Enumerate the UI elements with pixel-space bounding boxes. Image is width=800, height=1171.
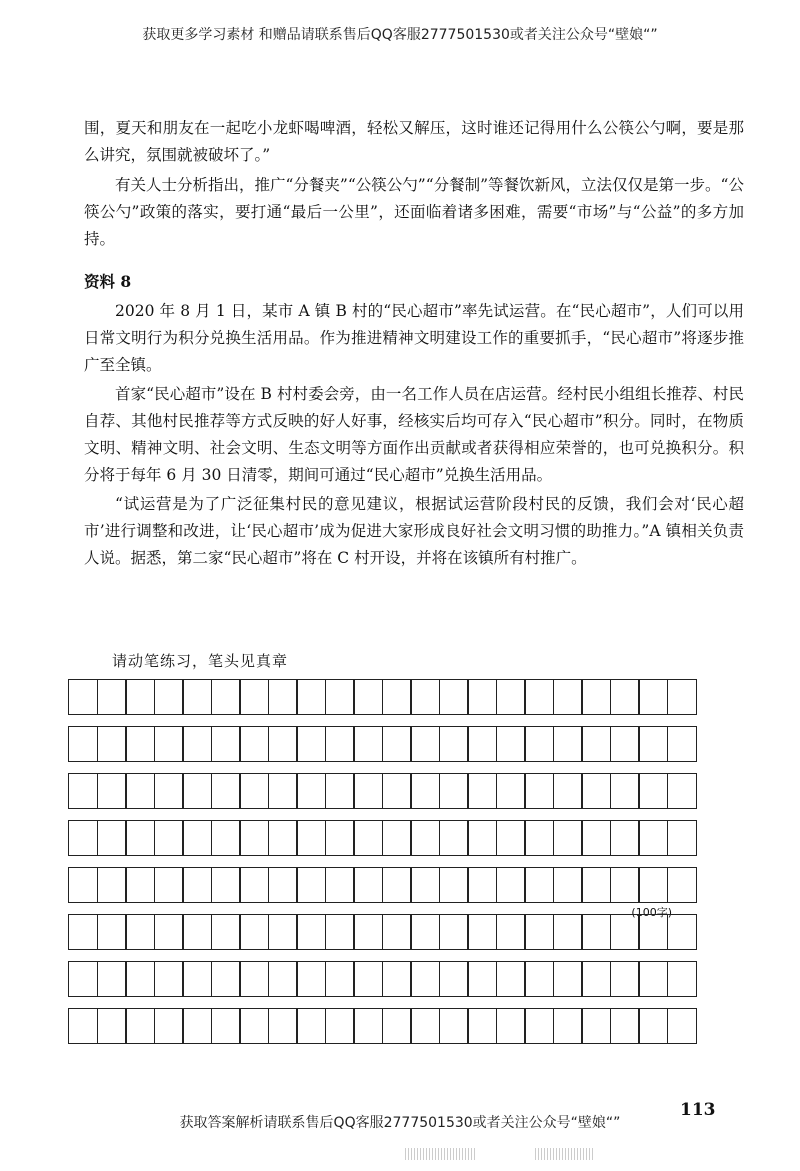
grid-cell[interactable]	[268, 773, 298, 809]
grid-cell[interactable]	[154, 679, 184, 715]
grid-cell[interactable]	[553, 820, 583, 856]
grid-cell[interactable]	[410, 820, 440, 856]
grid-cell[interactable]	[211, 914, 241, 950]
grid-cell[interactable]	[125, 1008, 155, 1044]
grid-cell[interactable]	[68, 726, 98, 762]
grid-cell[interactable]	[211, 773, 241, 809]
grid-cell[interactable]	[154, 867, 184, 903]
grid-cell[interactable]	[410, 867, 440, 903]
grid-cell[interactable]	[353, 773, 383, 809]
grid-cell[interactable]	[239, 679, 269, 715]
grid-cell[interactable]	[325, 961, 355, 997]
grid-cell[interactable]	[239, 961, 269, 997]
grid-cell[interactable]	[68, 961, 98, 997]
grid-cell[interactable]	[467, 726, 497, 762]
grid-cell[interactable]	[125, 773, 155, 809]
grid-cell[interactable]	[524, 867, 554, 903]
grid-cell[interactable]	[125, 726, 155, 762]
grid-cell[interactable]	[667, 773, 697, 809]
grid-cell[interactable]	[382, 820, 412, 856]
grid-cell[interactable]	[268, 820, 298, 856]
grid-cell[interactable]	[154, 961, 184, 997]
grid-cell[interactable]	[97, 961, 127, 997]
grid-cell[interactable]	[638, 867, 668, 903]
grid-cell[interactable]	[125, 914, 155, 950]
grid-cell[interactable]	[211, 961, 241, 997]
grid-cell[interactable]	[325, 820, 355, 856]
grid-cell[interactable]	[467, 1008, 497, 1044]
grid-cell[interactable]	[97, 914, 127, 950]
grid-cell[interactable]	[610, 867, 640, 903]
grid-cell[interactable]	[667, 914, 697, 950]
grid-cell[interactable]	[353, 867, 383, 903]
grid-row-cells	[68, 820, 728, 856]
grid-cell[interactable]	[296, 961, 326, 997]
grid-cell[interactable]	[439, 1008, 469, 1044]
grid-cell[interactable]	[581, 867, 611, 903]
grid-cell[interactable]	[524, 726, 554, 762]
grid-cell[interactable]	[610, 1008, 640, 1044]
grid-cell[interactable]	[268, 914, 298, 950]
grid-cell[interactable]	[97, 679, 127, 715]
grid-cell[interactable]	[353, 914, 383, 950]
grid-cell[interactable]	[268, 867, 298, 903]
grid-row-cells	[68, 679, 728, 715]
grid-cell[interactable]	[439, 679, 469, 715]
grid-cell[interactable]	[667, 820, 697, 856]
grid-cell[interactable]	[610, 914, 640, 950]
grid-cell[interactable]	[667, 726, 697, 762]
grid-cell[interactable]	[524, 914, 554, 950]
practice-label: 请动笔练习，笔头见真章	[112, 652, 289, 670]
grid-cell[interactable]	[353, 679, 383, 715]
grid-cell[interactable]	[97, 820, 127, 856]
grid-row-cells	[68, 867, 728, 903]
grid-cell[interactable]	[439, 820, 469, 856]
grid-cell[interactable]	[581, 914, 611, 950]
grid-cell[interactable]	[211, 820, 241, 856]
grid-cell[interactable]	[97, 726, 127, 762]
grid-cell[interactable]	[467, 961, 497, 997]
grid-cell[interactable]	[325, 726, 355, 762]
grid-cell[interactable]	[182, 773, 212, 809]
grid-cell[interactable]	[325, 679, 355, 715]
grid-cell[interactable]	[638, 726, 668, 762]
grid-cell[interactable]	[268, 726, 298, 762]
grid-row	[68, 820, 728, 867]
grid-cell[interactable]	[68, 1008, 98, 1044]
footer-promo-note: 获取答案解析请联系售后QQ客服2777501530或者关注公众号“壁娘“”	[179, 1115, 621, 1131]
grid-cell[interactable]	[325, 867, 355, 903]
grid-cell[interactable]	[553, 961, 583, 997]
grid-cell[interactable]	[638, 961, 668, 997]
grid-cell[interactable]	[382, 679, 412, 715]
word-count-mark: (100字)	[631, 906, 672, 919]
grid-cell[interactable]	[581, 820, 611, 856]
grid-cell[interactable]	[638, 914, 668, 950]
grid-cell[interactable]	[182, 961, 212, 997]
grid-cell[interactable]	[382, 1008, 412, 1044]
grid-row-cells	[68, 914, 728, 950]
grid-cell[interactable]	[182, 726, 212, 762]
grid-cell[interactable]	[581, 1008, 611, 1044]
grid-cell[interactable]	[325, 914, 355, 950]
grid-row	[68, 773, 728, 820]
grid-cell[interactable]	[296, 679, 326, 715]
grid-cell[interactable]	[382, 773, 412, 809]
grid-cell[interactable]	[496, 820, 526, 856]
grid-cell[interactable]	[68, 820, 98, 856]
grid-cell[interactable]	[496, 914, 526, 950]
grid-cell[interactable]	[68, 914, 98, 950]
grid-cell[interactable]	[410, 773, 440, 809]
grid-cell[interactable]	[638, 1008, 668, 1044]
grid-cell[interactable]	[325, 773, 355, 809]
grid-cell[interactable]	[68, 679, 98, 715]
grid-cell[interactable]	[496, 867, 526, 903]
grid-cell[interactable]	[382, 726, 412, 762]
grid-cell[interactable]	[553, 773, 583, 809]
grid-row-cells	[68, 961, 728, 997]
grid-cell[interactable]	[97, 773, 127, 809]
grid-cell[interactable]	[154, 914, 184, 950]
grid-cell[interactable]	[125, 867, 155, 903]
grid-row-cells	[68, 1008, 728, 1044]
grid-cell[interactable]	[182, 914, 212, 950]
grid-cell[interactable]	[667, 679, 697, 715]
grid-cell[interactable]	[353, 820, 383, 856]
grid-cell[interactable]	[410, 961, 440, 997]
grid-cell[interactable]	[154, 820, 184, 856]
grid-cell[interactable]	[211, 679, 241, 715]
grid-cell[interactable]	[211, 1008, 241, 1044]
grid-cell[interactable]	[553, 867, 583, 903]
grid-cell[interactable]	[239, 773, 269, 809]
grid-cell[interactable]	[524, 773, 554, 809]
grid-row	[68, 726, 728, 773]
grid-row	[68, 867, 728, 919]
article-continued-text	[84, 115, 744, 253]
grid-cell[interactable]	[610, 773, 640, 809]
grid-cell[interactable]	[325, 1008, 355, 1044]
grid-cell[interactable]	[638, 773, 668, 809]
grid-cell[interactable]	[296, 820, 326, 856]
scan-noise-left	[405, 1148, 475, 1160]
grid-cell[interactable]	[353, 1008, 383, 1044]
grid-cell[interactable]	[524, 1008, 554, 1044]
grid-cell[interactable]	[467, 679, 497, 715]
grid-cell[interactable]	[553, 726, 583, 762]
grid-cell[interactable]	[211, 726, 241, 762]
grid-cell[interactable]	[410, 914, 440, 950]
grid-cell[interactable]	[496, 726, 526, 762]
grid-row	[68, 679, 728, 726]
grid-cell[interactable]	[239, 1008, 269, 1044]
grid-cell[interactable]	[667, 961, 697, 997]
grid-cell[interactable]	[638, 679, 668, 715]
grid-cell[interactable]	[296, 867, 326, 903]
grid-cell[interactable]	[581, 679, 611, 715]
grid-cell[interactable]	[296, 914, 326, 950]
grid-cell[interactable]	[667, 1008, 697, 1044]
grid-cell[interactable]	[382, 867, 412, 903]
scan-noise-right	[535, 1148, 595, 1160]
grid-cell[interactable]	[667, 867, 697, 903]
grid-cell[interactable]	[610, 961, 640, 997]
grid-cell[interactable]	[68, 773, 98, 809]
grid-cell[interactable]	[439, 867, 469, 903]
grid-cell[interactable]	[97, 867, 127, 903]
grid-cell[interactable]	[553, 1008, 583, 1044]
grid-cell[interactable]	[581, 773, 611, 809]
grid-cell[interactable]	[353, 961, 383, 997]
grid-cell[interactable]	[268, 1008, 298, 1044]
grid-cell[interactable]	[524, 679, 554, 715]
grid-cell[interactable]	[467, 914, 497, 950]
grid-cell[interactable]	[182, 820, 212, 856]
grid-cell[interactable]	[239, 914, 269, 950]
grid-cell[interactable]	[410, 679, 440, 715]
grid-cell[interactable]	[353, 726, 383, 762]
grid-cell[interactable]	[496, 1008, 526, 1044]
material-8-paragraph-1: 2020 年 8 月 1 日，某市 A 镇 B 村的“民心超市”率先试运营。在“民心超市”，人们可以用日常文明行为积分兑换生活用品。作为推进精神文明建设工作的重要抓手，“民心超市”将逐步推广至全镇。	[84, 302, 744, 374]
grid-cell[interactable]	[211, 867, 241, 903]
grid-cell[interactable]	[553, 914, 583, 950]
grid-cell[interactable]	[125, 679, 155, 715]
grid-cell[interactable]	[467, 773, 497, 809]
grid-cell[interactable]	[154, 773, 184, 809]
grid-row	[68, 1008, 728, 1055]
grid-cell[interactable]	[524, 961, 554, 997]
grid-cell[interactable]	[268, 679, 298, 715]
grid-cell[interactable]	[610, 820, 640, 856]
grid-cell[interactable]	[154, 1008, 184, 1044]
continued-paragraph: 围，夏天和朋友在一起吃小龙虾喝啤酒，轻松又解压，这时谁还记得用什么公筷公勺啊，要是那么讲究，氛围就被破坏了。”	[84, 119, 744, 164]
grid-row-cells	[68, 726, 728, 762]
material-8-paragraph-2: 首家“民心超市”设在 B 村村委会旁，由一名工作人员在店运营。经村民小组组长推荐、村民自荐、其他村民推荐等方式反映的好人好事，经核实后均可存入“民心超市”积分。同时，在物质文明、精神文明、社会文明、生态文明等方面作出贡献或者获得相应荣誉的，也可兑换积分。积分将于每年 6 月 30 日清零，期间可通过“民心超市”兑换生活用品。	[84, 385, 744, 484]
grid-cell[interactable]	[382, 961, 412, 997]
grid-cell[interactable]	[239, 726, 269, 762]
grid-cell[interactable]	[296, 1008, 326, 1044]
grid-row	[68, 914, 728, 961]
writing-grid	[68, 679, 728, 1055]
material-8-section	[84, 268, 744, 572]
grid-cell[interactable]	[268, 961, 298, 997]
grid-cell[interactable]	[439, 773, 469, 809]
grid-cell[interactable]	[610, 679, 640, 715]
grid-cell[interactable]	[296, 726, 326, 762]
grid-cell[interactable]	[182, 679, 212, 715]
grid-cell[interactable]	[610, 726, 640, 762]
material-8-paragraph-3: “试运营是为了广泛征集村民的意见建议，根据试运营阶段村民的反馈，我们会对‘民心超市’进行调整和改进，让‘民心超市’成为促进大家形成良好社会文明习惯的助推力。”A 镇相关负责人说。据悉，第二家“民心超市”将在 C 村开设，并将在该镇所有村推广。	[84, 495, 744, 567]
grid-cell[interactable]	[125, 961, 155, 997]
grid-cell[interactable]	[239, 820, 269, 856]
grid-cell[interactable]	[496, 961, 526, 997]
grid-cell[interactable]	[581, 961, 611, 997]
grid-cell[interactable]	[439, 726, 469, 762]
grid-cell[interactable]	[182, 867, 212, 903]
grid-cell[interactable]	[68, 867, 98, 903]
grid-cell[interactable]	[182, 1008, 212, 1044]
grid-row	[68, 961, 728, 1008]
grid-cell[interactable]	[467, 820, 497, 856]
grid-cell[interactable]	[97, 1008, 127, 1044]
grid-cell[interactable]	[638, 820, 668, 856]
header-promo-note: 获取更多学习素材 和赠品请联系售后QQ客服2777501530或者关注公众号“壁娘“”	[142, 27, 658, 43]
page-number: 113	[680, 1100, 716, 1120]
material-8-title: 资料 8	[84, 272, 132, 291]
grid-cell[interactable]	[496, 773, 526, 809]
grid-cell[interactable]	[496, 679, 526, 715]
grid-cell[interactable]	[439, 961, 469, 997]
grid-cell[interactable]	[439, 914, 469, 950]
grid-cell[interactable]	[410, 1008, 440, 1044]
analysis-paragraph: 有关人士分析指出，推广“分餐夹”“公筷公勺”“分餐制”等餐饮新风，立法仅仅是第一步。“公筷公勺”政策的落实，要打通“最后一公里”，还面临着诸多困难，需要“市场”与“公益”的多方加持。	[84, 176, 744, 248]
grid-cell[interactable]	[467, 867, 497, 903]
grid-cell[interactable]	[382, 914, 412, 950]
grid-cell[interactable]	[296, 773, 326, 809]
grid-cell[interactable]	[239, 867, 269, 903]
grid-cell[interactable]	[581, 726, 611, 762]
grid-cell[interactable]	[410, 726, 440, 762]
grid-cell[interactable]	[154, 726, 184, 762]
grid-row-cells	[68, 773, 728, 809]
grid-cell[interactable]	[524, 820, 554, 856]
grid-cell[interactable]	[553, 679, 583, 715]
grid-cell[interactable]	[125, 820, 155, 856]
